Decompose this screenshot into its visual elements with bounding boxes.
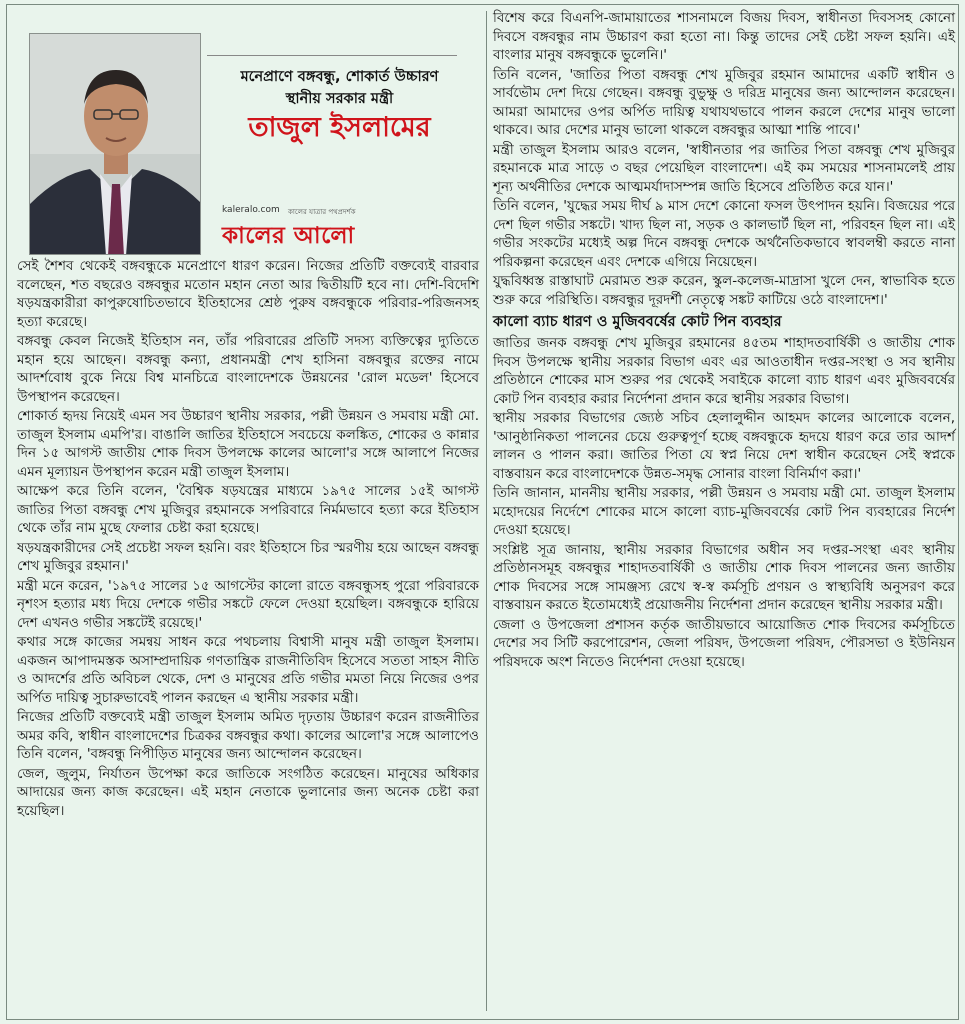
headline-line-2: স্থানীয় সরকার মন্ত্রী <box>285 91 394 107</box>
column-divider <box>486 11 487 1011</box>
paragraph: জাতির জনক বঙ্গবন্ধু শেখ মুজিবুর রহমানের ৪৫তম শাহাদতবার্ষিকী ও জাতীয় শোক দিবস উপলক্ষে স্থানীয় সরকার বিভাগ এবং এর আওতাধীন দপ্তর-সংস্থা ও সব স্থানীয় প্রতিষ্ঠানে শোকের মাস শুরুর পর থেকেই সবাইকে কালো ব্যাচ ধারণ এবং মুজিববর্ষের কোট পিন ব্যবহার করার নির্দেশনা প্রদান করে স্থানীয় সরকার বিভাগ। <box>493 335 955 407</box>
paragraph: তিনি বলেন, 'জাতির পিতা বঙ্গবন্ধু শেখ মুজিবুর রহমান আমাদের একটি স্বাধীন ও সার্বভৌম দেশ দিয়ে গেছেন। বঙ্গবন্ধু বুভুক্ষু ও দরিদ্র মানুষের জন্য আন্দোলন করেছেন। আমরা আমাদের ওপর অর্পিত দায়িত্ব যথাযথভাবে পালন করলে দেশের মানুষ ভালো থাকবে। আর দেশের মানুষ ভালো থাকলে বঙ্গবন্ধুর আত্মা শান্তি পাবে।' <box>493 66 955 138</box>
paragraph: শোকার্ত হৃদয় নিয়েই এমন সব উচ্চারণ স্থানীয় সরকার, পল্লী উন্নয়ন ও সমবায় মন্ত্রী মো. তাজুল ইসলাম এমপি'র। বাঙালি জাতির ইতিহাসে সবচেয়ে কলঙ্কিত, শোকের ও কান্নার দিন ১৫ আগস্ট জাতীয় শোক দিবস উপলক্ষে কালের আলো'র সঙ্গে আলাপে নিজের এমন মূল্যায়ন উপস্থাপন করেন মন্ত্রী তাজুল ইসলাম। <box>17 408 479 480</box>
brand-logo: কালের আলো <box>222 223 355 249</box>
headline-line-1: মনেপ্রাণে বঙ্গবন্ধু, শোকার্ত উচ্চারণ <box>240 69 439 85</box>
paragraph: সংশ্লিষ্ট সূত্র জানায়, স্থানীয় সরকার বিভাগের অধীন সব দপ্তর-সংস্থা এবং স্থানীয় প্রতিষ্ঠানসমূহ বঙ্গবন্ধুর শাহাদতবার্ষিকী ও জাতীয় শোক দিবস পালনের জন্য জাতীয় শোক দিবসের সঙ্গে সামঞ্জস্য রেখে স্ব-স্ব কর্মসূচি প্রণয়ন ও স্বাস্থ্যবিধি অনুসরণ করে বাস্তবায়ন করতে ইতোমধ্যেই প্রয়োজনীয় নির্দেশনা প্রদান করেছেন স্থানীয় সরকার মন্ত্রী। <box>493 541 955 613</box>
headline-block <box>207 55 472 146</box>
paragraph: তিনি বলেন, 'যুদ্ধের সময় দীর্ঘ ৯ মাস দেশে কোনো ফসল উৎপাদন হয়নি। বিজয়ের পরে দেশ ছিল গভীর সঙ্কটে। খাদ্য ছিল না, সড়ক ও কালভার্ট ছিল না, পরিবহন ছিল না। এই গভীর সংকটের মধ্যেই অল্প দিনে বঙ্গবন্ধু দেশকে অর্থনৈতিকভাবে স্বাবলম্বী করতে নানা পরিকল্পনা করেছেন এবং দেশকে এগিয়ে নিয়েছেন। <box>493 198 955 270</box>
paragraph: বিশেষ করে বিএনপি-জামায়াতের শাসনামলে বিজয় দিবস, স্বাধীনতা দিবসসহ কোনো দিবসে বঙ্গবন্ধুর নাম উচ্চারণ করা হতো না। কিন্তু তাদের সেই চেষ্টা সফল হয়নি। এই বাংলার মানুষ বঙ্গবন্ধুকে ভুলেনি।' <box>493 10 955 63</box>
paragraph: নিজের প্রতিটি বক্তব্যেই মন্ত্রী তাজুল ইসলাম অমিত দৃঢ়তায় উচ্চারণ করেন রাজনীতির অমর কবি, স্বাধীন বাংলাদেশের চিত্রকর বঙ্গবন্ধুর কথা। কালের আলো'র সঙ্গে আলাপেও তিনি বলেন, 'বঙ্গবন্ধু নিপীড়িত মানুষের জন্য আন্দোলন করেছেন। <box>17 709 479 762</box>
paragraph: মন্ত্রী তাজুল ইসলাম আরও বলেন, 'স্বাধীনতার পর জাতির পিতা বঙ্গবন্ধু শেখ মুজিবুর রহমানকে মাত্র সাড়ে ৩ বছর পেয়েছিল বাংলাদেশ। এই কম সময়ের শাসনামলেই প্রায় শূন্য অর্থনীতির দেশকে আত্মমর্যাদাসম্পন্ন জাতি হিসেবে প্রতিষ্ঠিত করে যান।' <box>493 141 955 195</box>
left-column <box>17 15 479 1013</box>
minister-photo <box>29 33 201 255</box>
paragraph: তিনি জানান, মাননীয় স্থানীয় সরকার, পল্লী উন্নয়ন ও সমবায় মন্ত্রী মো. তাজুল ইসলাম মহোদয়ের নির্দেশে শোকের মাসে কালো ব্যাচ-মুজিববর্ষের কোট পিন ব্যবহারের নির্দেশ দেওয়া হয়েছে। <box>493 485 955 538</box>
page-frame <box>6 4 959 1020</box>
paragraph: কথার সঙ্গে কাজের সমন্বয় সাধন করে পথচলায় বিশ্বাসী মানুষ মন্ত্রী তাজুল ইসলাম। একজন আপাদমস্তক অসাম্প্রদায়িক গণতান্ত্রিক রাজনীতিবিদ হিসেবে সততা সাহস নীতি ও আদর্শের প্রতি অবিচল থেকে, দেশ ও মানুষের প্রতি গভীর মমতা নিয়ে নিজের ওপর অর্পিত দায়িত্ব সুচারুভাবেই পালন করছেন এ স্থানীয় সরকার মন্ত্রী। <box>17 634 479 706</box>
paragraph: ষড়যন্ত্রকারীদের সেই প্রচেষ্টা সফল হয়নি। বরং ইতিহাসে চির স্মরণীয় হয়ে আছেন বঙ্গবন্ধু শেখ মুজিবুর রহমান।' <box>17 539 479 574</box>
section-subheading: কালো ব্যাচ ধারণ ও মুজিববর্ষের কোট পিন ব্যবহার <box>493 314 782 330</box>
paragraph: জেল, জুলুম, নির্যাতন উপেক্ষা করে জাতিকে সংগঠিত করেছেন। মানুষের অধিকার আদায়ের জন্য কাজ করেছেন। এই মহান নেতাকে ভুলানোর জন্য অনেক চেষ্টা করা হয়েছিল। <box>17 765 479 819</box>
right-body-text <box>493 9 955 671</box>
brand-logo-block <box>222 203 462 247</box>
paragraph: স্থানীয় সরকার বিভাগের জ্যেষ্ঠ সচিব হেলালুদ্দীন আহমদ কালের আলোকে বলেন, 'আনুষ্ঠানিকতা পালনের চেয়ে গুরুত্বপূর্ণ হচ্ছে বঙ্গবন্ধুকে হৃদয়ে ধারণ করে তার আদর্শ লালন ও পালন করা। জাতির পিতা যে স্বপ্ন নিয়ে দেশ স্বাধীন করেছেন সেই স্বপ্নকে বাস্তবায়ন করে বাংলাদেশকে উন্নত-সমৃদ্ধ সোনার বাংলা বিনির্মাণ করা।' <box>493 410 955 482</box>
paragraph: যুদ্ধবিধ্বস্ত রাস্তাঘাট মেরামত শুরু করেন, স্কুল-কলেজ-মাদ্রাসা খুলে দেন, স্বাভাবিক হতে শুরু করে পরিস্থিতি। বঙ্গবন্ধুর দূরদর্শী নেতৃত্বে সঙ্কট কাটিয়ে ওঠে বাংলাদেশ।' <box>493 273 955 308</box>
headline-name: তাজুল ইসলামের <box>248 112 431 143</box>
paragraph: সেই শৈশব থেকেই বঙ্গবন্ধুকে মনেপ্রাণে ধারণ করেন। নিজের প্রতিটি বক্তব্যেই বারবার বলেছেন, শত বছরেও বঙ্গবন্ধুর মতোন মহান নেতা আর দ্বিতীয়টি হবে না। দেশি-বিদেশি ষড়যন্ত্রকারীরা কাপুরুষোচিতভাবে ইতিহাসের শ্রেষ্ঠ পুরুষ বঙ্গবন্ধুকে পরিবার-পরিজনসহ হত্যা করেছে। <box>17 258 479 330</box>
paragraph: মন্ত্রী মনে করেন, '১৯৭৫ সালের ১৫ আগস্টের কালো রাতে বঙ্গবন্ধুসহ পুরো পরিবারকে নৃশংস হত্যার মধ্য দিয়ে দেশকে গভীর সঙ্কটে ফেলে দেওয়া হয়েছিল। বঙ্গবন্ধুকে হারিয়ে দেশ এখনও গভীর সঙ্কটেই রয়েছে।' <box>17 577 479 631</box>
left-body-text <box>17 257 479 820</box>
article-header <box>17 15 479 247</box>
brand-url: kaleralo.com <box>222 205 280 215</box>
brand-tagline: কালের যাত্রার পথপ্রদর্শক <box>288 208 356 216</box>
paragraph: জেলা ও উপজেলা প্রশাসন কর্তৃক জাতীয়ভাবে আয়োজিত শোক দিবসের কর্মসূচিতে দেশের সব সিটি করপোরেশন, জেলা পরিষদ, উপজেলা পরিষদ, পৌরসভা ও ইউনিয়ন পরিষদকে অংশ নিতেও নির্দেশনা দেওয়া হয়েছে। <box>493 616 955 670</box>
right-column <box>493 9 955 1013</box>
headline-rule <box>207 55 457 56</box>
paragraph: বঙ্গবন্ধু কেবল নিজেই ইতিহাস নন, তাঁর পরিবারের প্রতিটি সদস্য ব্যক্তিত্বের দ্যুতিতে মহান হয়ে আছেন। বঙ্গবন্ধু কন্যা, প্রধানমন্ত্রী শেখ হাসিনা বঙ্গবন্ধুর রক্তের নামে আদর্শবোধ বুকে নিয়ে বিশ্ব মানচিত্রে বাংলাদেশকে উন্নয়নের 'রোল মডেল' হিসেবে উপস্থাপন করেছেন। <box>17 333 479 405</box>
portrait-image <box>30 34 201 255</box>
paragraph: আক্ষেপ করে তিনি বলেন, 'বৈশ্বিক ষড়যন্ত্রের মাধ্যমে ১৯৭৫ সালের ১৫ই আগস্ট জাতির পিতা বঙ্গবন্ধু শেখ মুজিবুর রহমানকে সপরিবারে নির্মমভাবে হত্যা করে ইতিহাস থেকে তাঁর নাম মুছে ফেলার চেষ্টা করা হয়েছে। <box>17 483 479 536</box>
